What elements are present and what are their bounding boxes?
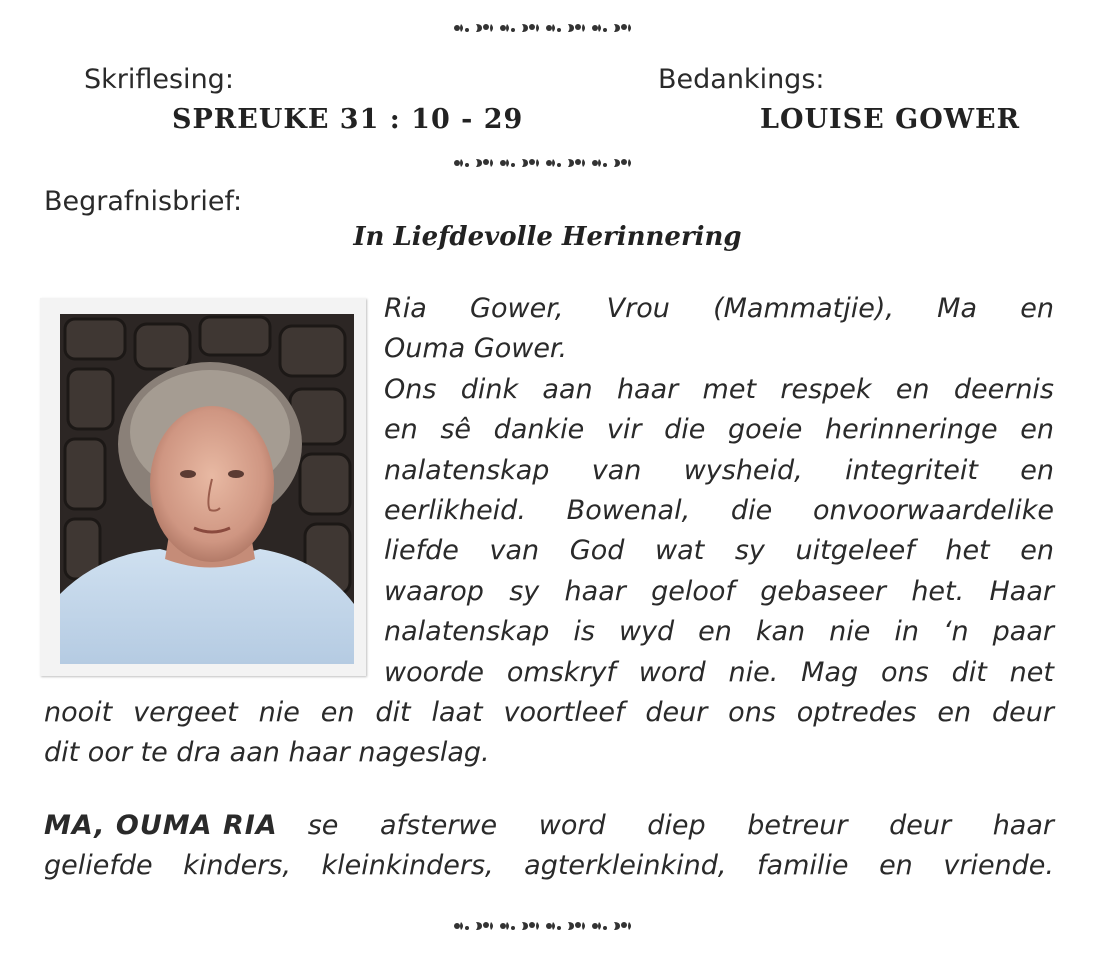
floral-divider-icon — [453, 20, 643, 36]
letter-line: Ons dink aan haar met respek en deernis — [384, 374, 1054, 405]
letter-line: eerlikheid. Bowenal, die onvoorwaardelike — [384, 495, 1054, 526]
closing-text: se afsterwe word diep betreur deur haar — [307, 810, 1054, 841]
letter-line: nalatenskap is wyd en kan nie in ‘n paar — [384, 616, 1054, 647]
letter-line: waarop sy haar geloof gebaseer het. Haar — [384, 576, 1054, 607]
portrait-photo — [60, 314, 354, 664]
letter-line: Ria Gower, Vrou (Mammatjie), Ma en — [384, 293, 1054, 324]
floral-divider-icon — [453, 918, 643, 934]
letter-line: dit oor te dra aan haar nageslag. — [44, 737, 490, 768]
closing-line-1 — [44, 810, 1054, 841]
closing-line-2: geliefde kinders, kleinkinders, agterkleinkind, familie en vriende. — [44, 850, 1054, 881]
thanks-value: LOUISE GOWER — [760, 104, 1021, 135]
letter-title: In Liefdevolle Herinnering — [353, 222, 742, 252]
letter-line: nooit vergeet nie en dit laat voortleef deur ons optredes en deur — [44, 697, 1054, 728]
thanks-label: Bedankings: — [658, 64, 825, 95]
floral-divider-icon — [453, 155, 643, 171]
letter-label: Begrafnisbrief: — [44, 186, 243, 217]
letter-line: nalatenskap van wysheid, integriteit en — [384, 455, 1054, 486]
letter-line: liefde van God wat sy uitgeleef het en — [384, 535, 1054, 566]
scripture-value: SPREUKE 31 : 10 - 29 — [172, 104, 524, 135]
letter-line: en sê dankie vir die goeie herinneringe en — [384, 414, 1054, 445]
deceased-name: MA, OUMA RIA — [44, 810, 278, 841]
letter-line: woorde omskryf word nie. Mag ons dit net — [384, 657, 1054, 688]
scripture-label: Skriflesing: — [84, 64, 234, 95]
photo-frame — [40, 298, 366, 676]
letter-line: Ouma Gower. — [384, 333, 568, 364]
